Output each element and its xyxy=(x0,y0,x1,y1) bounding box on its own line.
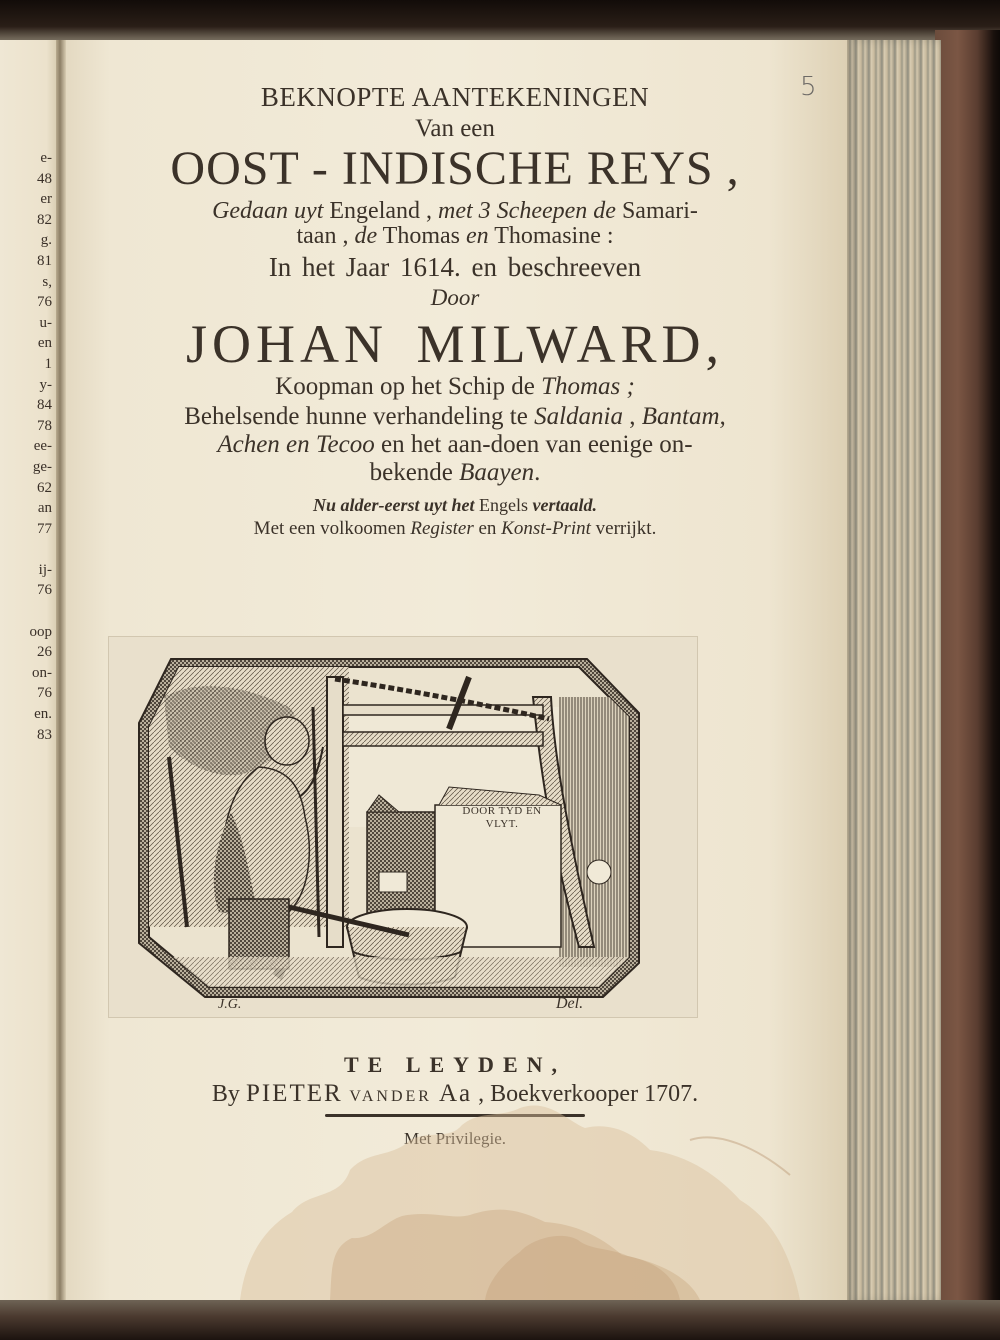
text-span: Thomas xyxy=(377,223,466,249)
imprint-printer xyxy=(63,1080,847,1108)
text-span: taan , xyxy=(296,223,355,249)
engraving-plate xyxy=(108,636,698,1018)
title-line-6: In het Jaar 1614. en beschreeven xyxy=(268,252,642,282)
title-line-12 xyxy=(63,459,847,487)
author-name: JOHAN MILWARD, xyxy=(186,314,724,374)
text-span: Konst-Print xyxy=(501,518,591,539)
text-span: Nu alder-eerst uyt het xyxy=(313,495,475,515)
margin-fragment: y- xyxy=(39,376,52,393)
motto-line-1: DOOR TYD EN xyxy=(462,805,542,817)
text-span: . xyxy=(534,459,541,486)
left-page-margin-text xyxy=(0,148,56,745)
text-span: Thomasine : xyxy=(488,223,614,249)
margin-fragment: 84 xyxy=(37,397,52,414)
margin-fragment: 81 xyxy=(37,252,52,269)
margin-fragment: 83 xyxy=(37,726,52,743)
page-edges xyxy=(845,40,941,1302)
margin-fragment: e- xyxy=(40,150,52,166)
text-span: Thomas ; xyxy=(541,373,635,400)
margin-fragment: on- xyxy=(32,664,52,681)
text-span: de xyxy=(354,223,378,249)
text-span: en het aan-doen van eenige on- xyxy=(374,431,693,458)
imprint-city: TE LEYDEN, xyxy=(343,1052,567,1077)
text-span: vertaald. xyxy=(532,495,597,515)
text-span: en xyxy=(466,223,489,249)
margin-fragment: g. xyxy=(40,232,52,249)
margin-fragment: s, xyxy=(42,273,52,290)
title-line-13 xyxy=(63,495,847,516)
margin-fragment: en xyxy=(37,335,52,352)
text-span: Engeland , xyxy=(323,198,439,224)
privilege-note: Met Privilegie. xyxy=(404,1129,506,1148)
main-title: OOST - INDISCHE REYS , xyxy=(170,142,740,195)
imprint-rule xyxy=(325,1114,585,1117)
title-line-5 xyxy=(63,223,847,250)
text-span: Saldania xyxy=(534,403,623,430)
margin-fragment xyxy=(0,539,56,560)
margin-fragment: en. xyxy=(34,706,52,723)
text-span: verrijkt. xyxy=(590,518,657,539)
text-span: By xyxy=(211,1081,246,1107)
text-span: , xyxy=(623,403,642,430)
margin-fragment xyxy=(0,601,56,622)
margin-fragment: oop xyxy=(29,623,52,640)
text-span: Met een volkoomen xyxy=(253,518,411,539)
book-cover-right xyxy=(935,30,1000,1320)
text-span: Aa xyxy=(438,1080,473,1107)
margin-fragment: ee- xyxy=(33,438,52,455)
title-line-4 xyxy=(63,198,847,225)
folio-number: 5 xyxy=(800,72,817,102)
margin-fragment: 78 xyxy=(37,417,52,434)
margin-fragment: 48 xyxy=(37,170,52,187)
title-line-9 xyxy=(63,373,847,401)
text-span: Engels xyxy=(474,495,533,515)
title-line-10 xyxy=(63,403,847,431)
text-span: , Boekverkooper 1707. xyxy=(472,1081,699,1107)
title-line-14 xyxy=(63,518,847,540)
margin-fragment: 26 xyxy=(37,644,52,661)
engraving-motto xyxy=(432,805,572,831)
motto-line-2: VLYT. xyxy=(485,818,519,830)
text-span: en xyxy=(473,518,502,539)
text-span: Register xyxy=(410,518,474,539)
margin-fragment: er xyxy=(40,191,52,208)
margin-fragment: 77 xyxy=(37,520,52,537)
text-span: bekende xyxy=(369,459,460,486)
text-span: Baayen xyxy=(459,459,535,486)
margin-fragment: 76 xyxy=(37,582,52,599)
text-span: Behelsende hunne verhandeling te xyxy=(184,403,535,430)
text-span: Bantam, xyxy=(641,403,726,430)
margin-fragment: an xyxy=(37,500,52,517)
margin-fragment: u- xyxy=(39,314,52,331)
title-line-7: Door xyxy=(430,285,480,310)
engraving-illustration-icon xyxy=(109,637,697,1017)
text-span: Gedaan uyt xyxy=(212,198,324,224)
margin-fragment: ge- xyxy=(32,458,52,475)
text-span: PIETER xyxy=(245,1080,343,1107)
margin-fragment: 76 xyxy=(37,294,52,311)
text-span: VANDER xyxy=(342,1088,439,1105)
margin-fragment: 82 xyxy=(37,211,52,228)
margin-fragment: 1 xyxy=(44,355,52,372)
title-block xyxy=(63,82,847,540)
delineavit-mark: Del. xyxy=(556,995,584,1012)
text-span: Achen en Tecoo xyxy=(217,431,375,458)
margin-fragment: 62 xyxy=(37,479,52,496)
title-line-2: Van een xyxy=(415,115,495,142)
margin-fragment: 76 xyxy=(37,685,52,702)
margin-fragment: ij- xyxy=(38,561,52,578)
text-span: met 3 Scheepen de xyxy=(438,198,616,224)
engraver-signature: J.G. xyxy=(218,997,242,1012)
title-line-11 xyxy=(63,431,847,459)
title-line-1: BEKNOPTE AANTEKENINGEN xyxy=(260,82,650,112)
imprint xyxy=(63,1052,847,1149)
text-span: Samari- xyxy=(615,198,698,224)
text-span: Koopman op het Schip de xyxy=(275,373,542,400)
book-cover-bottom xyxy=(0,1300,1000,1340)
